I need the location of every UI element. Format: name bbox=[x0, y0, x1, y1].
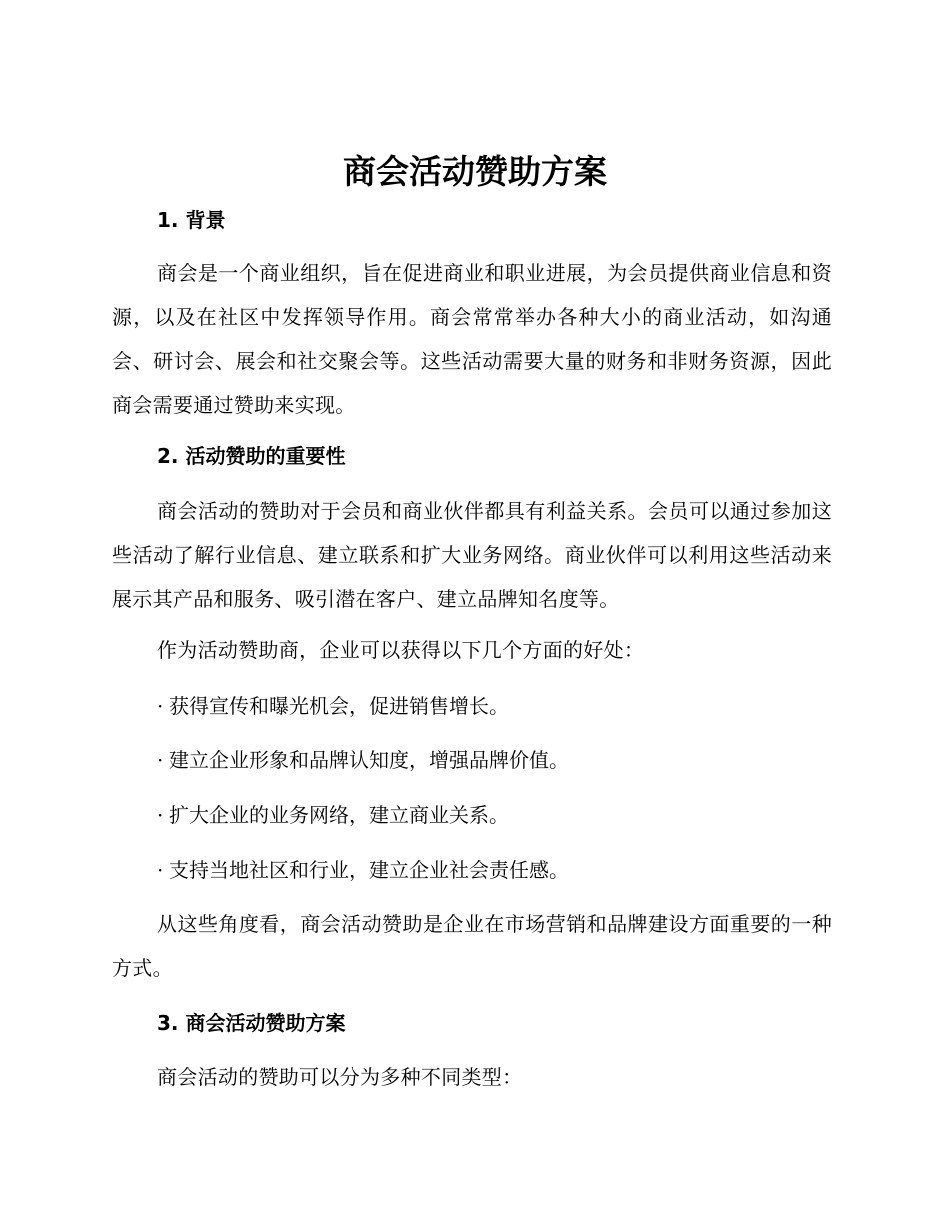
list-item bbox=[157, 692, 509, 720]
paragraph-plan-intro: 商会活动的赞助可以分为多种不同类型： bbox=[157, 1065, 523, 1089]
list-item bbox=[157, 856, 569, 884]
list-item bbox=[157, 746, 569, 774]
list-item-text: 建立企业形象和品牌认知度，增强品牌价值。 bbox=[169, 748, 569, 772]
list-item-text: 支持当地社区和行业，建立企业社会责任感。 bbox=[169, 858, 569, 882]
paragraph-benefits-intro: 作为活动赞助商，企业可以获得以下几个方面的好处： bbox=[157, 638, 645, 662]
section-heading-plan: 3. 商会活动赞助方案 bbox=[157, 1011, 346, 1035]
paragraph-importance: 商会活动的赞助对于会员和商业伙伴都具有利益关系。会员可以通过参加这些活动了解行业信息、建立联系和扩大业务网络。商业伙伴可以利用这些活动来展示其产品和服务、吸引潜在客户、建立品牌知名度等。 bbox=[112, 499, 832, 611]
bullet-symbol: · bbox=[157, 748, 164, 772]
section-heading-importance: 2. 活动赞助的重要性 bbox=[157, 444, 346, 468]
list-item bbox=[157, 801, 509, 829]
list-item-text: 扩大企业的业务网络，建立商业关系。 bbox=[169, 803, 509, 827]
bullet-symbol: · bbox=[157, 694, 164, 718]
page-title: 商会活动赞助方案 bbox=[343, 152, 607, 191]
bullet-symbol: · bbox=[157, 803, 164, 827]
list-item-text: 获得宣传和曝光机会，促进销售增长。 bbox=[169, 694, 509, 718]
paragraph-background: 商会是一个商业组织，旨在促进商业和职业进展，为会员提供商业信息和资源，以及在社区中发挥领导作用。商会常常举办各种大小的商业活动，如沟通会、研讨会、展会和社交聚会等。这些活动需要大量的财务和非财务资源，因此商会需要通过赞助来实现。 bbox=[112, 261, 832, 417]
bullet-symbol: · bbox=[157, 858, 164, 882]
paragraph-conclusion: 从这些角度看，商会活动赞助是企业在市场营销和品牌建设方面重要的一种方式。 bbox=[112, 912, 832, 980]
section-heading-background: 1. 背景 bbox=[157, 208, 226, 232]
